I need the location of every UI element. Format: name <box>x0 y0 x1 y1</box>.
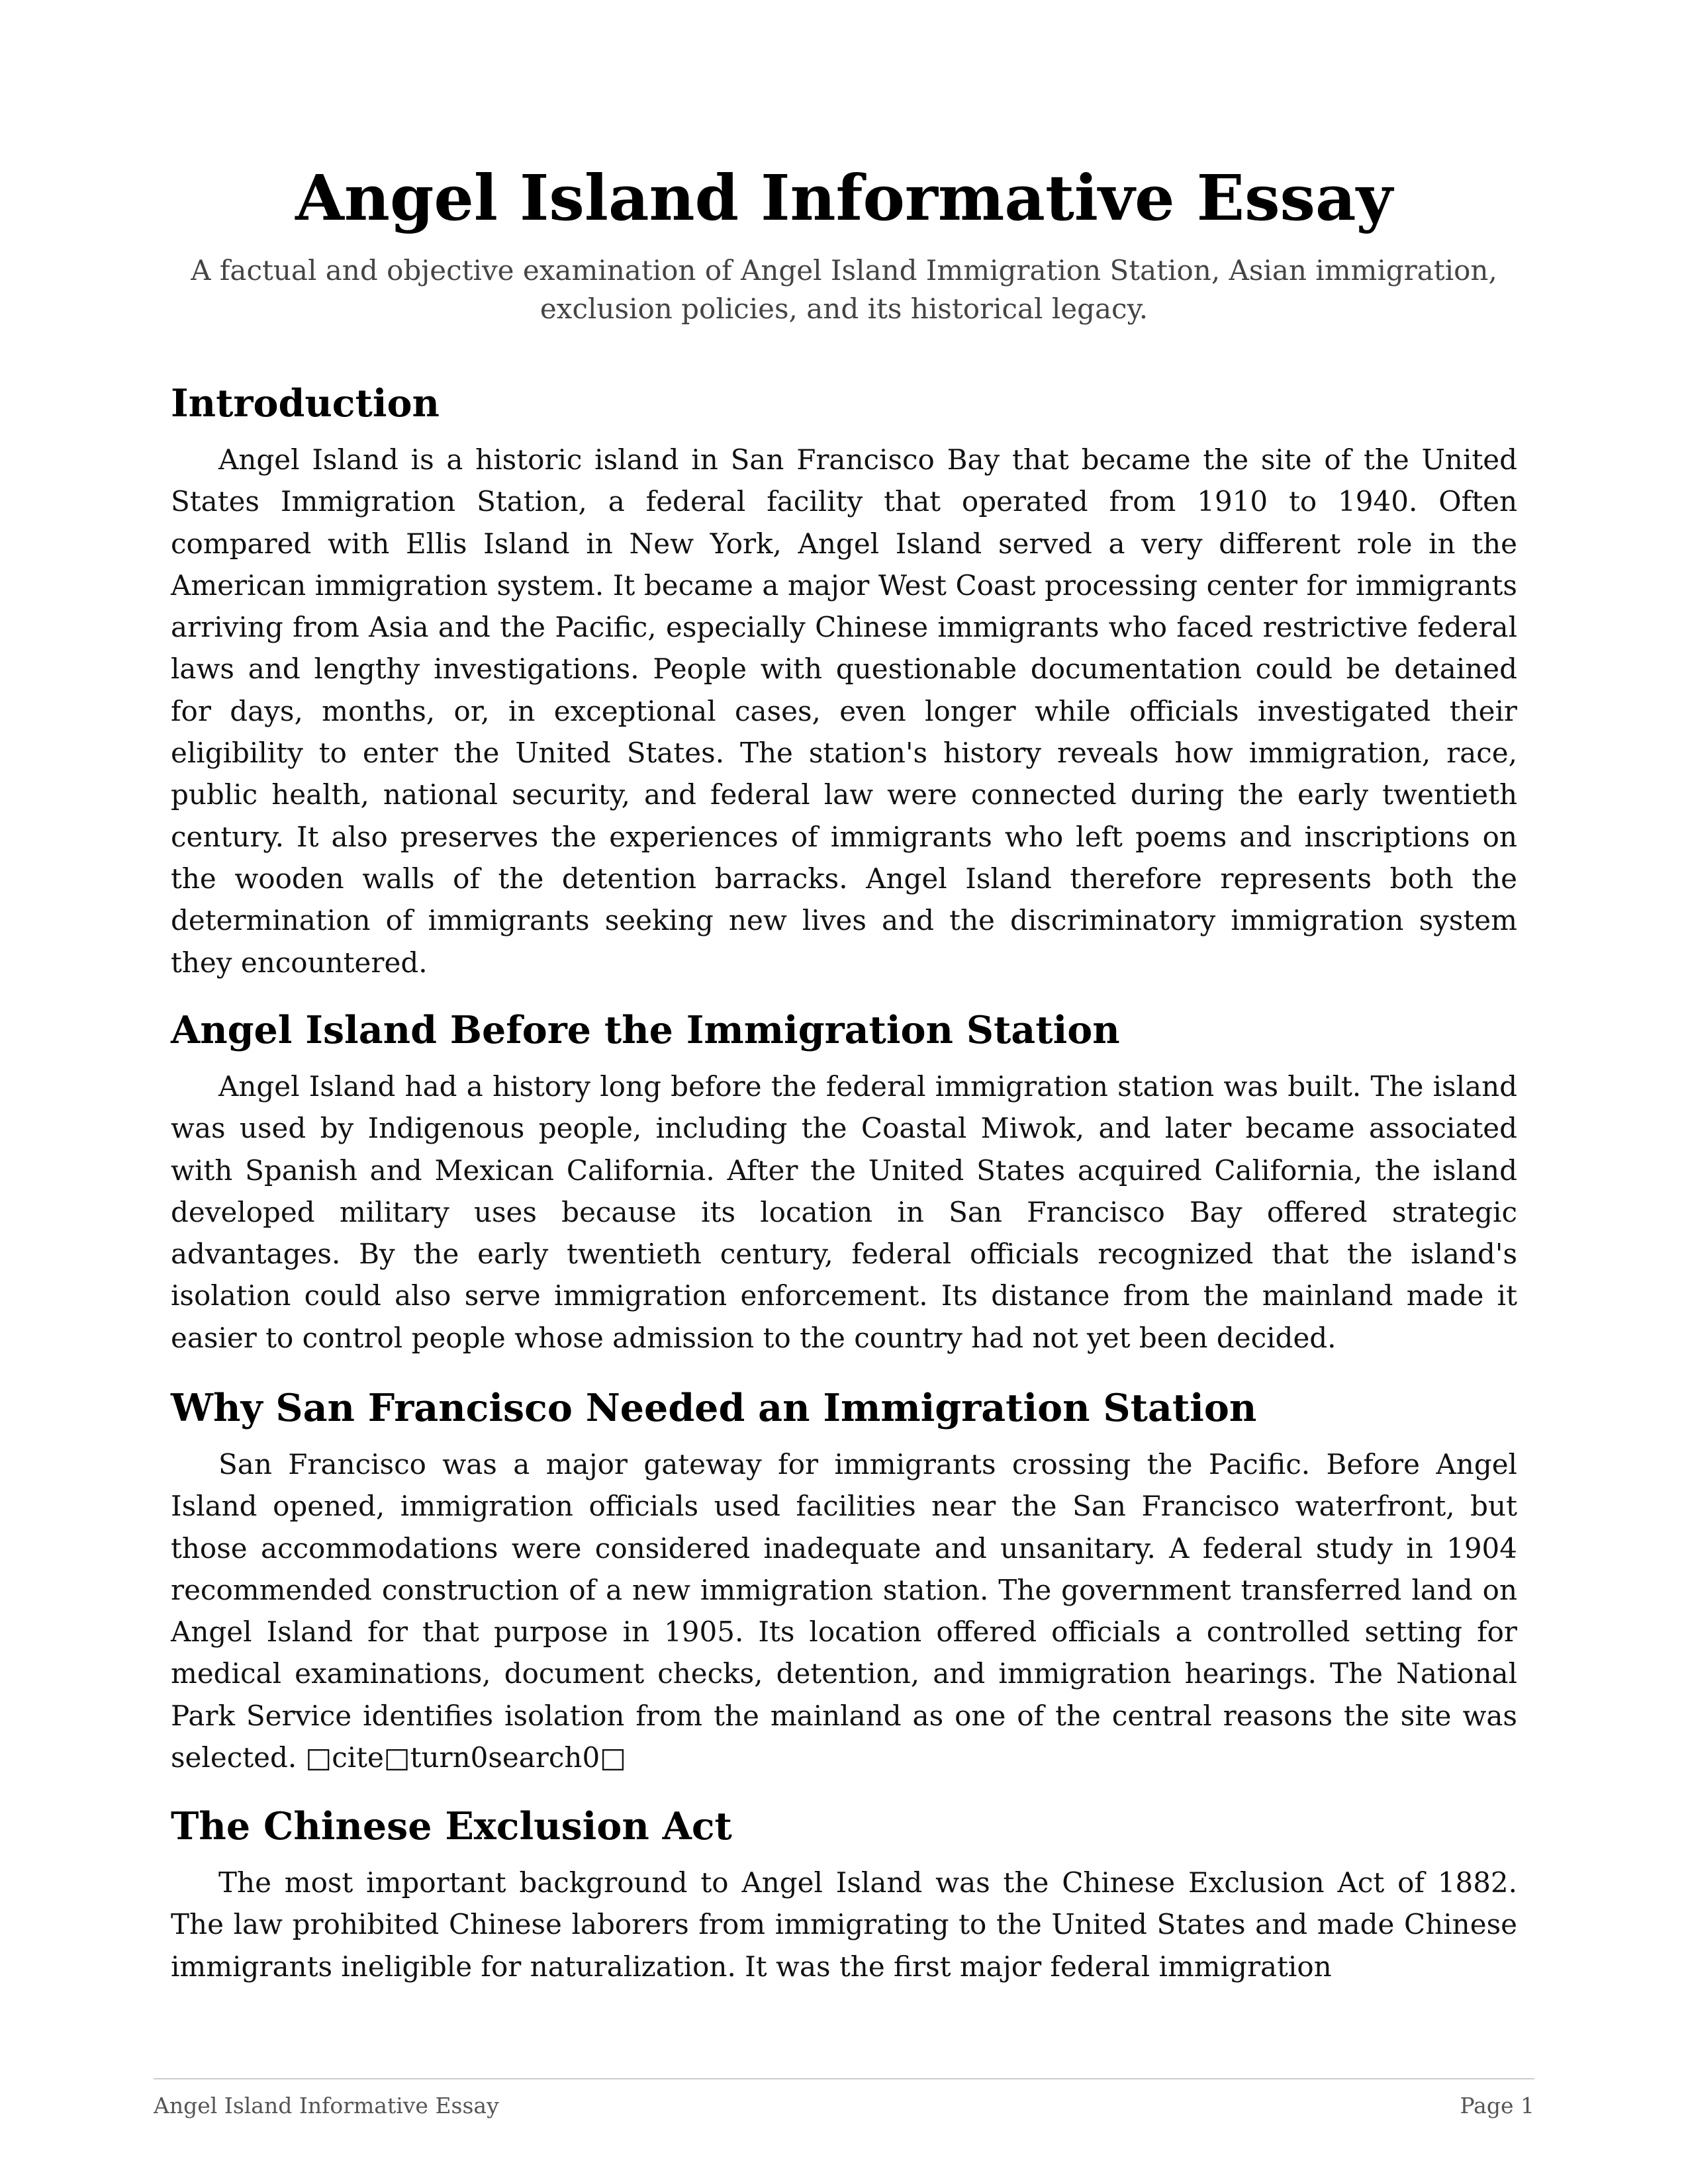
section-heading: Why San Francisco Needed an Immigration Station <box>171 1386 1257 1430</box>
section-heading: Introduction <box>171 381 440 426</box>
section-paragraph: The most important background to Angel Island was the Chinese Exclusion Act of 1882. The law prohibited Chinese laborers from immigrating to the United States and made Chinese immigrants ineligible for naturalization. It was the first major federal immigration <box>171 1866 1517 1983</box>
section-why-san-francisco <box>171 1385 1517 1778</box>
document-title: Angel Island Informative Essay <box>295 161 1393 235</box>
section-paragraph: Angel Island is a historic island in San Francisco Bay that became the site of the United States Immigration Station, a federal facility that operated from 1910 to 1940. Often compared with Ellis Island in New York, Angel Island served a very different role in the American immigration system. It became a major West Coast processing center for immigrants arriving from Asia and the Pacific, especially Chinese immigrants who faced restrictive federal laws and lengthy investigations. People with questionable documentation could be detained for days, months, or, in exceptional cases, even longer while officials investigated their eligibility to enter the United States. The station's history reveals how immigration, race, public health, national security, and federal law were connected during the early twentieth century. It also preserves the experiences of immigrants who left poems and inscriptions on the wooden walls of the detention barracks. Angel Island therefore represents both the determination of immigrants seeking new lives and the discriminatory immigration system they encountered. <box>171 443 1517 979</box>
footer-page-number: Page 1 <box>1460 2093 1534 2118</box>
section-paragraph: Angel Island had a history long before the federal immigration station was built. The island was used by Indigenous people, including the Coastal Miwok, and later became associated with Spanish and Mexican California. After the United States acquired California, the island developed military uses because its location in San Francisco Bay offered strategic advantages. By the early twentieth century, federal officials recognized that the island's isolation could also serve immigration enforcement. Its distance from the mainland made it easier to control people whose admission to the country had not yet been decided. <box>171 1070 1517 1354</box>
footer-document-title: Angel Island Informative Essay <box>154 2093 499 2118</box>
section-chinese-exclusion-act <box>171 1803 1517 2002</box>
section-paragraph: San Francisco was a major gateway for immigrants crossing the Pacific. Before Angel Island opened, immigration officials used facilities near the San Francisco waterfront, but those accommodations were considered inadequate and unsanitary. A federal study in 1904 recommended construction of a new immigration station. The government transferred land on Angel Island for that purpose in 1905. Its location offered officials a controlled setting for medical examinations, document checks, detention, and immigration hearings. The National Park Service identifies isolation from the mainland as one of the central reasons the site was selected. □cite□turn0search0□ <box>171 1448 1517 1774</box>
section-before-immigration-station <box>171 1007 1517 1359</box>
section-heading: The Chinese Exclusion Act <box>171 1804 732 1848</box>
page-footer <box>154 2078 1534 2118</box>
section-introduction <box>171 381 1517 983</box>
section-heading: Angel Island Before the Immigration Station <box>171 1008 1120 1052</box>
document-subtitle: A factual and objective examination of Angel Island Immigration Station, Asian immigration, exclusion policies, and its historical legacy. <box>191 254 1497 325</box>
